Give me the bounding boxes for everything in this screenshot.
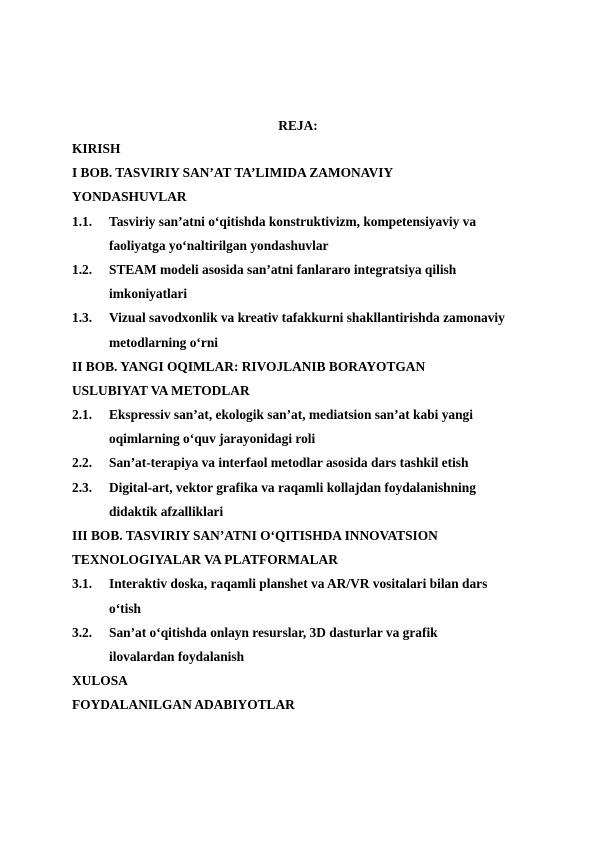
section-number: 2.2. xyxy=(72,455,93,471)
section-title-line-2: metodlarning o‘rni xyxy=(109,334,218,350)
section-title-line-2: ilovalardan foydalanish xyxy=(109,648,245,664)
section-number: 1.2. xyxy=(72,261,93,277)
section-title-line-1: Interaktiv doska, raqamli planshet va AR/VR vositalari bilan dars xyxy=(109,576,488,592)
chapter-2-title-line-1: II BOB. YANGI OQIMLAR: RIVOJLANIB BORAYOTGAN xyxy=(72,358,426,374)
chapter-1-title-line-1: I BOB. TASVIRIY SAN’AT TA’LIMIDA ZAMONAVIY xyxy=(72,165,394,181)
section-2-1 xyxy=(72,403,532,451)
chapter-2-title-line-2: USLUBIYAT VA METODLAR xyxy=(72,382,250,398)
section-number: 2.1. xyxy=(72,407,93,423)
section-title-line-1: Digital-art, vektor grafika va raqamli kollajdan foydalanishning xyxy=(109,479,476,495)
section-title-line-1: Vizual savodxonlik va kreativ tafakkurni shakllantirishda zamonaviy xyxy=(109,310,505,326)
section-title-line-2: faoliyatga yo‘naltirilgan yondashuvlar xyxy=(109,237,329,253)
section-title-line-1: San’at-terapiya va interfaol metodlar asosida dars tashkil etish xyxy=(109,455,469,471)
section-1-3 xyxy=(72,306,532,354)
section-1-1 xyxy=(72,210,532,258)
section-number: 3.1. xyxy=(72,576,93,592)
toc-conclusion: XULOSA xyxy=(72,673,128,689)
section-title-line-1: STEAM modeli asosida san’atni fanlararo integratsiya qilish xyxy=(109,261,457,277)
chapter-3 xyxy=(72,524,532,669)
chapter-2 xyxy=(72,355,532,524)
section-title-line-2: imkoniyatlari xyxy=(109,286,188,302)
section-title-line-2: didaktik afzalliklari xyxy=(109,503,224,519)
page-title: REJA: xyxy=(278,118,318,133)
chapter-1 xyxy=(72,161,532,355)
chapter-3-title-line-1: III BOB. TASVIRIY SAN’ATNI O‘QITISHDA INNOVATSION xyxy=(72,528,438,543)
section-title-line-2: oqimlarning o‘quv jarayonidagi roli xyxy=(109,431,316,447)
section-number: 2.3. xyxy=(72,479,93,495)
section-title-line-1: Tasviriy san’atni o‘qitishda konstruktivizm, kompetensiyaviy va xyxy=(109,213,477,229)
toc-intro: KIRISH xyxy=(72,141,121,156)
section-2-2 xyxy=(72,451,532,475)
section-3-2 xyxy=(72,621,532,669)
section-2-3 xyxy=(72,476,532,524)
chapter-3-title-line-2: TEXNOLOGIYALAR VA PLATFORMALAR xyxy=(72,552,338,568)
table-of-contents xyxy=(72,137,532,718)
section-number: 3.2. xyxy=(72,624,93,640)
section-number: 1.1. xyxy=(72,213,93,229)
section-1-2 xyxy=(72,258,532,306)
chapter-1-title-line-2: YONDASHUVLAR xyxy=(72,189,187,205)
toc-references: FOYDALANILGAN ADABIYOTLAR xyxy=(72,697,295,713)
section-title-line-2: o‘tish xyxy=(109,600,141,616)
section-title-line-1: Ekspressiv san’at, ekologik san’at, mediatsion san’at kabi yangi xyxy=(109,407,473,423)
section-number: 1.3. xyxy=(72,310,93,326)
section-title-line-1: San’at o‘qitishda onlayn resurslar, 3D dasturlar va grafik xyxy=(109,624,438,640)
section-3-1 xyxy=(72,572,532,620)
